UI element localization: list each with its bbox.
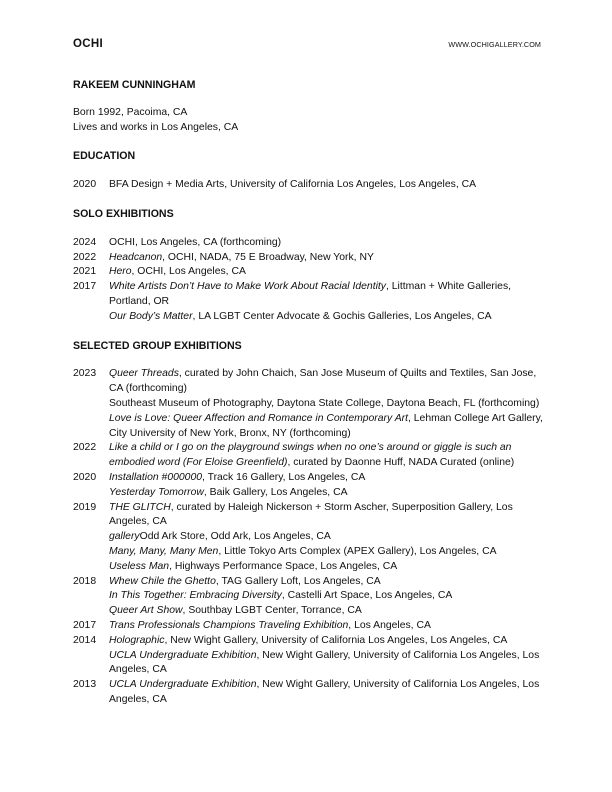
- cv-entries: [109, 265, 548, 280]
- exhibition-title: Useless Man: [109, 560, 170, 572]
- cv-row: [73, 441, 548, 471]
- exhibition-title: Holographic: [109, 634, 165, 646]
- exhibition-details: , Southbay LGBT Center, Torrance, CA: [182, 605, 362, 617]
- exhibition-details: , Track 16 Gallery, Los Angeles, CA: [202, 471, 366, 483]
- cv-row: [73, 367, 548, 441]
- gallery-website: WWW.OCHIGALLERY.COM: [448, 40, 541, 49]
- exhibition-title: Our Body’s Matter: [109, 310, 193, 322]
- cv-year: 2020: [73, 471, 97, 483]
- cv-row: [73, 634, 548, 678]
- solo-exhibitions-list: [73, 236, 548, 325]
- exhibition-title: Many, Many, Many Men: [109, 545, 219, 557]
- cv-row: [73, 251, 548, 266]
- cv-entry: [109, 560, 548, 575]
- cv-entry: [109, 265, 548, 280]
- cv-year: 2020: [73, 179, 97, 191]
- cv-entries: [109, 178, 548, 193]
- cv-entry: [109, 501, 548, 531]
- cv-entries: [109, 634, 548, 678]
- exhibition-details: BFA Design + Media Arts, University of California Los Angeles, Los Angeles, CA: [109, 179, 477, 191]
- cv-entry: [109, 367, 548, 397]
- cv-year: 2021: [73, 266, 97, 278]
- exhibition-details: , New Wight Gallery, University of California Los Angeles, Los Angeles, CA: [109, 649, 540, 676]
- cv-entries: [109, 441, 548, 471]
- cv-content: [73, 78, 548, 708]
- cv-entries: [109, 575, 548, 619]
- exhibition-details: , LA LGBT Center Advocate & Gochis Galleries, Los Angeles, CA: [192, 310, 492, 322]
- cv-year: 2024: [73, 236, 97, 248]
- education-list: [73, 178, 548, 193]
- cv-entry: [109, 634, 548, 649]
- exhibition-title: Trans Professionals Champions Traveling Exhibition: [109, 619, 349, 631]
- cv-entry: [109, 589, 548, 604]
- cv-entry: [109, 280, 548, 310]
- exhibition-details: , Castelli Art Space, Los Angeles, CA: [281, 590, 453, 602]
- cv-entries: [109, 280, 548, 324]
- cv-row: [73, 178, 548, 193]
- exhibition-details: , Baik Gallery, Los Angeles, CA: [203, 486, 348, 498]
- exhibition-details: , OCHI, Los Angeles, CA: [131, 266, 246, 278]
- exhibition-title: Queer Art Show: [109, 605, 183, 617]
- cv-year: 2014: [73, 634, 97, 646]
- cv-row: [73, 265, 548, 280]
- group-exhibitions-list: [73, 367, 548, 707]
- exhibition-details: Odd Ark Store, Odd Ark, Los Angeles, CA: [139, 531, 331, 543]
- exhibition-details: , Little Tokyo Arts Complex (APEX Gallery), Los Angeles, CA: [218, 545, 497, 557]
- cv-entry: [109, 310, 548, 325]
- exhibition-details: , Highways Performance Space, Los Angeles, CA: [169, 560, 398, 572]
- cv-entries: [109, 678, 548, 708]
- exhibition-details: , curated by Daonne Huff, NADA Curated (online): [287, 457, 515, 469]
- exhibition-title: Headcanon: [109, 251, 163, 263]
- exhibition-title: Like a child or I go on the playground swings when no one’s around or giggle is such an embodied word (For Eloise Greenfield): [109, 442, 512, 469]
- cv-year: 2019: [73, 501, 97, 513]
- cv-row: [73, 619, 548, 634]
- exhibition-details: , Littman + White Galleries, Portland, OR: [109, 281, 512, 307]
- artist-bio: [73, 106, 548, 136]
- exhibition-details: , New Wight Gallery, University of California Los Angeles, Los Angeles, CA: [109, 679, 540, 705]
- exhibition-details: , New Wight Gallery, University of California Los Angeles, Los Angeles, CA: [164, 634, 508, 646]
- cv-year: 2022: [73, 442, 97, 454]
- exhibition-title: Hero: [109, 266, 132, 278]
- cv-entry: [109, 619, 548, 634]
- cv-entry: [109, 486, 548, 501]
- cv-entries: [109, 367, 548, 441]
- education-heading: EDUCATION: [73, 150, 136, 163]
- cv-entry: [109, 678, 548, 708]
- cv-entries: [109, 251, 548, 266]
- cv-entry: [109, 530, 548, 545]
- cv-entry: [109, 649, 548, 679]
- cv-entry: [109, 397, 548, 412]
- cv-entry: [109, 441, 548, 471]
- exhibition-details: , Los Angeles, CA: [348, 619, 431, 631]
- cv-row: [73, 280, 548, 324]
- cv-entry: [109, 236, 548, 251]
- cv-row: [73, 236, 548, 251]
- exhibition-title: UCLA Undergraduate Exhibition: [109, 649, 257, 661]
- exhibition-title: Yesterday Tomorrow: [109, 486, 204, 498]
- artist-name: RAKEEM CUNNINGHAM: [73, 79, 196, 91]
- cv-entry: [109, 471, 548, 486]
- cv-entries: [109, 619, 548, 634]
- group-exhibitions-heading: SELECTED GROUP EXHIBITIONS: [73, 339, 242, 352]
- exhibition-title: In This Together: Embracing Diversity: [109, 590, 282, 602]
- exhibition-details: , OCHI, NADA, 75 E Broadway, New York, NY: [162, 251, 374, 263]
- exhibition-details: , curated by John Chaich, San Jose Museum of Quilts and Textiles, San Jose, CA (forthcoming): [109, 368, 537, 395]
- cv-year: 2023: [73, 368, 97, 380]
- cv-entries: [109, 471, 548, 501]
- exhibition-title: gallery: [109, 531, 140, 543]
- cv-year: 2013: [73, 679, 97, 691]
- cv-year: 2017: [73, 281, 97, 293]
- cv-row: [73, 678, 548, 708]
- exhibition-details: , Lehman College Art Gallery, City University of New York, Bronx, NY (forthcoming): [109, 412, 543, 439]
- exhibition-title: Queer Threads: [109, 368, 179, 380]
- cv-entry: [109, 178, 548, 193]
- artist-born: Born 1992, Pacoima, CA: [73, 106, 188, 118]
- exhibition-title: White Artists Don’t Have to Make Work About Racial Identity: [109, 281, 386, 293]
- cv-year: 2017: [73, 619, 97, 631]
- cv-row: [73, 471, 548, 501]
- solo-exhibitions-heading: SOLO EXHIBITIONS: [73, 207, 174, 220]
- artist-residence: Lives and works in Los Angeles, CA: [73, 121, 239, 133]
- cv-entry: [109, 604, 548, 619]
- cv-entry: [109, 251, 548, 266]
- exhibition-title: UCLA Undergraduate Exhibition: [109, 679, 257, 691]
- exhibition-title: Installation #000000: [109, 471, 203, 483]
- cv-entries: [109, 501, 548, 575]
- cv-row: [73, 501, 548, 575]
- exhibition-title: Whew Chile the Ghetto: [109, 575, 216, 587]
- cv-entry: [109, 545, 548, 560]
- cv-row: [73, 575, 548, 619]
- page-header: [73, 38, 541, 52]
- gallery-logo: OCHI: [73, 38, 103, 50]
- cv-entry: [109, 412, 548, 442]
- exhibition-details: , TAG Gallery Loft, Los Angeles, CA: [215, 575, 381, 587]
- exhibition-title: Love is Love: Queer Affection and Romance in Contemporary Art: [109, 412, 408, 424]
- cv-entry: [109, 575, 548, 590]
- exhibition-details: OCHI, Los Angeles, CA (forthcoming): [109, 236, 282, 248]
- cv-year: 2018: [73, 575, 97, 587]
- cv-entries: [109, 236, 548, 251]
- exhibition-details: Southeast Museum of Photography, Daytona State College, Daytona Beach, FL (forthcoming): [109, 397, 540, 409]
- exhibition-title: THE GLITCH: [109, 501, 171, 513]
- exhibition-details: , curated by Haleigh Nickerson + Storm Ascher, Superposition Gallery, Los Angeles, CA: [109, 501, 513, 528]
- cv-year: 2022: [73, 251, 97, 263]
